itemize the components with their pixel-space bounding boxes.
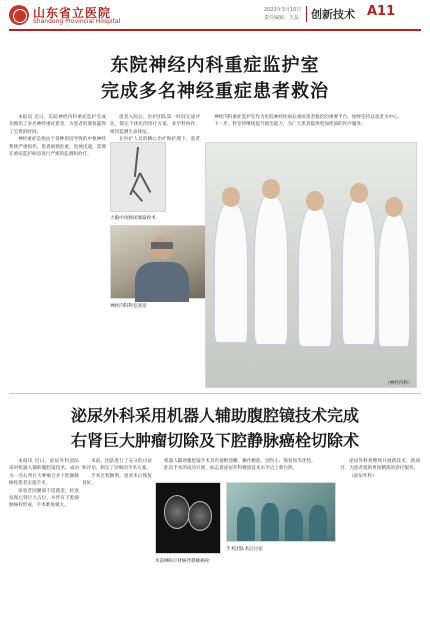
article2-paragraph: 机器人辅助腹腔镜手术具有视野清晰、操作精准、创伤小、恢复快等优势。	[164, 459, 316, 464]
header-divider	[306, 6, 307, 22]
ward-rounds-photo	[205, 142, 417, 388]
editor-credit: 责任编辑：王晶	[264, 15, 300, 21]
article2-headline-line2: 右肾巨大肿瘤切除及下腔静脉癌栓切除术	[70, 431, 359, 450]
article1-headline-line2: 完成多名神经重症患者救治	[101, 81, 329, 102]
article2-paragraph: （泌尿外科）	[349, 473, 377, 479]
article2-paragraph: 本报讯 近日，泌尿外科团队采用机器人辅助腹腔镜技术，成功为一名右肾巨大肿瘤合并下腔静脉癌栓患者实施手术。	[9, 459, 79, 487]
surgeon-figure	[237, 507, 255, 541]
doctor-face	[222, 187, 240, 207]
article2-headline-line1: 泌尿外科采用机器人辅助腹腔镜技术完成	[70, 406, 359, 425]
scan-organ	[164, 495, 190, 529]
patient-photo	[110, 225, 210, 299]
doctor-face	[350, 183, 368, 203]
article1-column-1	[9, 114, 106, 390]
article1-column-2-continued	[110, 312, 200, 390]
article-divider	[9, 393, 421, 394]
doctor-figure	[342, 199, 376, 345]
masthead	[0, 0, 430, 30]
article1-column-2	[110, 114, 200, 143]
article2-column-4	[340, 458, 420, 608]
article2-column-2	[82, 458, 152, 608]
rounds-caption: 神经内科科室查房	[110, 304, 147, 309]
masthead-rule	[9, 29, 421, 31]
article1-source: （神经内科）	[385, 381, 413, 386]
article1-column-3	[205, 114, 417, 140]
doctor-face	[262, 179, 280, 199]
article1-paragraph: 在医护人员的精心治疗和护理下，患者	[119, 137, 200, 143]
doctor-figure	[254, 195, 288, 345]
page-number: A11	[367, 4, 396, 19]
surgeon-figure	[285, 509, 303, 541]
article2-paragraph: 泌尿外科将继续开展新技术、新项目，为患者提供更加精准的诊疗服务。	[340, 459, 420, 472]
article2-column-3-continued	[155, 566, 336, 608]
article2-paragraph: 此次手术的成功开展，标志着泌尿外科微创技术水平迈上新台阶。	[164, 466, 298, 472]
vessel-mark	[131, 188, 143, 202]
article2-paragraph: 手术过程顺利，患者术后恢复良好。	[82, 473, 152, 487]
vessel-mark	[139, 173, 151, 193]
mri-scan-image	[155, 482, 221, 554]
angiography-caption: 大脑中动脉闭塞取栓术	[110, 216, 156, 221]
doctor-figure	[298, 207, 332, 347]
article1-paragraph: 患者入院后，医护团队第一时间完成评估，制定个体化的诊疗方案，多学科协作，密切监测生命体征。	[110, 115, 200, 135]
hospital-logo-icon	[9, 5, 29, 25]
mri-caption: 术前MRI示肾癌伴静脉癌栓	[155, 559, 210, 564]
scan-organ	[188, 501, 212, 531]
article2-paragraph: 该患者因腰部不适就诊，检查发现右肾巨大占位，并伴有下腔静脉癌栓形成，手术难度极大。	[9, 488, 79, 509]
doctor-face	[306, 191, 324, 211]
hospital-name: 山东省立医院	[33, 6, 112, 20]
article1-paragraph: 本报讯 近日，东院神经内科重症监护室成功救治了多名神经重症患者，为患者的康复赢得了宝贵的时间。	[9, 115, 106, 135]
article1-headline-line1: 东院神经内科重症监护室	[110, 55, 320, 76]
issue-date: 2023年3月10日	[264, 7, 302, 13]
article1-paragraph: 下一步，科室将继续提升救治能力，为广大患者提供更加优质的医疗服务。	[214, 122, 366, 128]
surgery-caption: 手术团队术后讨论	[226, 547, 263, 552]
surgeon-figure	[309, 505, 327, 541]
hospital-name-en: Shandong Provincial Hospital	[33, 18, 121, 25]
surgeon-figure	[261, 503, 279, 541]
doctor-figure	[378, 213, 410, 347]
article2-column-1	[9, 458, 79, 608]
patient-figure	[135, 262, 189, 302]
angiography-photo	[110, 142, 166, 212]
privacy-blur	[151, 242, 173, 249]
surgery-team-photo	[226, 482, 336, 542]
article2-paragraph: 术前，团队进行了充分的讨论和评估，制定了详细的手术方案。	[82, 459, 152, 472]
article2-column-3	[155, 458, 336, 480]
doctor-face	[385, 197, 403, 217]
article1-paragraph: 神经内科重症监护室作为医院神经疾病危重症患者救治的重要平台，始终坚持以患者为中心。	[214, 115, 403, 120]
article1-paragraph: 神经重症是指由于各种原因导致的中枢神经系统严重损伤，患者病情危重、进展迅速，需要在重症监护病房进行严密的监测和治疗。	[9, 137, 106, 158]
section-title: 创新技术	[311, 8, 355, 21]
doctor-figure	[214, 203, 248, 343]
